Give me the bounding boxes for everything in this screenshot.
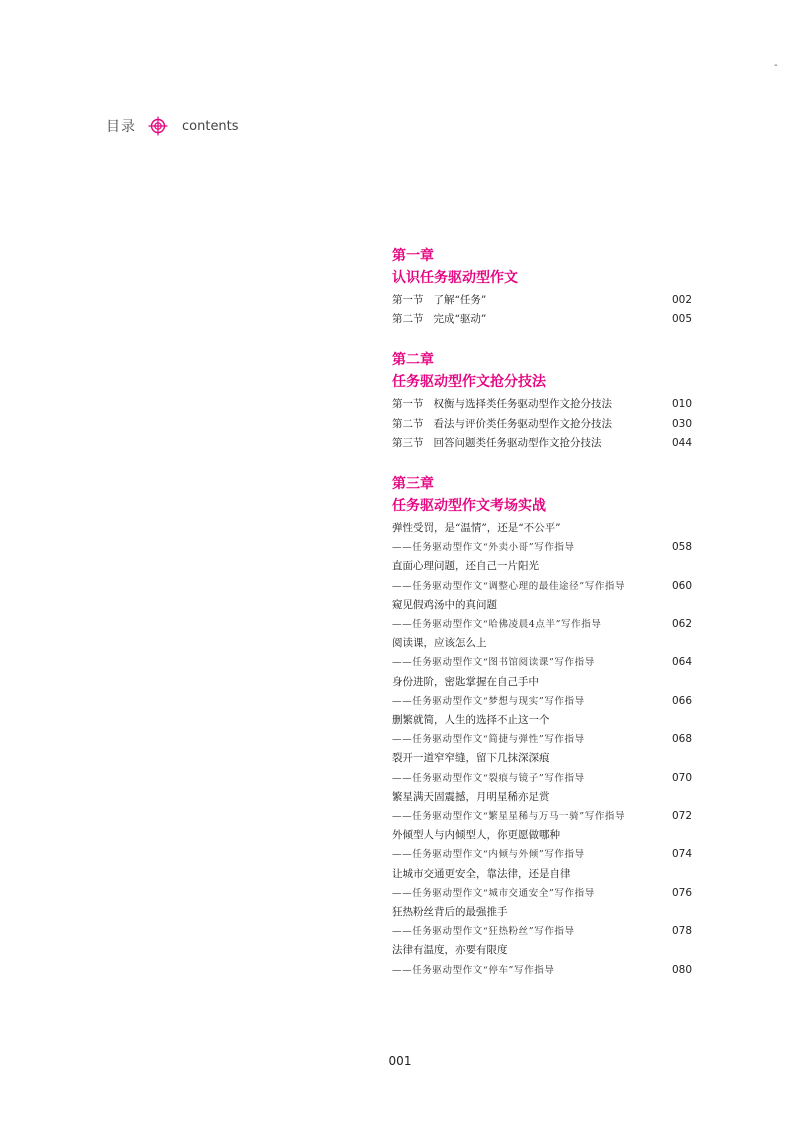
page-number: 002 xyxy=(671,294,692,306)
section-title: 完成“驱动” xyxy=(433,313,487,326)
page-number: 074 xyxy=(671,848,692,861)
essay-topic[interactable]: 外倾型人与内倾型人，你更愿做哪种 xyxy=(392,829,560,842)
page-number: 062 xyxy=(671,618,692,631)
essay-guide: ——任务驱动型作文“停车”写作指导 xyxy=(392,964,555,976)
essay-topic[interactable]: 裂开一道窄窄缝，留下几抹深深痕 xyxy=(392,752,550,765)
toc-entry[interactable] xyxy=(392,845,692,864)
section-title: 了解“任务” xyxy=(433,294,487,306)
toc-entry[interactable] xyxy=(392,730,692,749)
toc-entry[interactable] xyxy=(392,538,692,557)
essay-topic[interactable]: 删繁就简，人生的选择不止这一个 xyxy=(392,714,550,727)
essay-topic[interactable]: 让城市交通更安全，靠法律，还是自律 xyxy=(392,867,571,880)
section-number: 第二节 xyxy=(392,313,424,326)
page-number: 072 xyxy=(671,810,692,823)
section-label xyxy=(392,291,486,310)
section-title: 权衡与选择类任务驱动型作文抢分技法 xyxy=(433,398,612,411)
essay-topic[interactable]: 狂热粉丝背后的最强推手 xyxy=(392,906,508,919)
toc-entry[interactable] xyxy=(392,291,692,310)
page-number: 058 xyxy=(671,541,692,554)
page-number: 064 xyxy=(671,656,692,669)
chapter-number: 第三章 xyxy=(392,476,434,493)
page-number: 060 xyxy=(671,579,692,592)
toc-entry[interactable] xyxy=(392,434,692,453)
essay-guide: ——任务驱动型作文“哈佛凌晨4点半”写作指导 xyxy=(392,619,602,631)
chapter-title: 认识任务驱动型作文 xyxy=(392,270,518,286)
chapter-title: 任务驱动型作文抢分技法 xyxy=(392,374,546,391)
essay-topic[interactable]: 直面心理问题，还自己一片阳光 xyxy=(392,560,539,573)
page-number: 078 xyxy=(671,925,692,938)
page-number: 066 xyxy=(671,694,692,707)
toc-entry[interactable] xyxy=(392,769,692,788)
essay-guide: ——任务驱动型作文“繁星星稀与万马一骑”写作指导 xyxy=(392,811,626,823)
essay-guide: ——任务驱动型作文“城市交通安全”写作指导 xyxy=(392,887,595,899)
chapter-1 xyxy=(392,245,692,329)
page-number: 080 xyxy=(671,963,692,976)
section-number: 第一节 xyxy=(392,398,424,411)
toc-entry[interactable] xyxy=(392,692,692,711)
section-title: 看法与评价类任务驱动型作文抢分技法 xyxy=(433,417,612,430)
essay-guide: ——任务驱动型作文“内倾与外倾”写作指导 xyxy=(392,849,585,861)
page-number: 076 xyxy=(671,886,692,899)
essay-guide: ——任务驱动型作文“调整心理的最佳途径”写作指导 xyxy=(392,580,626,592)
essay-guide: ——任务驱动型作文“梦想与现实”写作指导 xyxy=(392,695,585,707)
essay-topic[interactable]: 身份进阶，密匙掌握在自己手中 xyxy=(392,675,539,688)
chapter-2 xyxy=(392,349,692,453)
toc-entry[interactable] xyxy=(392,310,692,329)
section-label xyxy=(392,395,612,414)
crosshair-icon xyxy=(148,116,168,136)
essay-guide: ——任务驱动型作文“狂热粉丝”写作指导 xyxy=(392,926,575,938)
essay-topic[interactable]: 法律有温度，亦要有限度 xyxy=(392,944,508,957)
toc-entry[interactable] xyxy=(392,395,692,414)
table-of-contents xyxy=(392,245,692,1000)
page-number: 044 xyxy=(671,436,692,449)
toc-entry[interactable] xyxy=(392,961,692,980)
chapter-3 xyxy=(392,473,692,980)
essay-topic[interactable]: 窥见假鸡汤中的真问题 xyxy=(392,598,497,611)
page-number: 030 xyxy=(671,417,692,430)
essay-guide: ——任务驱动型作文“外卖小哥”写作指导 xyxy=(392,542,575,554)
chapter-number: 第一章 xyxy=(392,248,434,264)
section-number: 第一节 xyxy=(392,294,424,306)
essay-guide: ——任务驱动型作文“简捷与弹性”写作指导 xyxy=(392,734,585,746)
page-number-footer: 001 xyxy=(388,1054,412,1068)
toc-header xyxy=(106,116,239,136)
toc-entry[interactable] xyxy=(392,577,692,596)
essay-topic[interactable]: 弹性受罚，是“温情”，还是“不公平” xyxy=(392,522,561,535)
toc-entry[interactable] xyxy=(392,615,692,634)
section-number: 第三节 xyxy=(392,436,424,449)
toc-entry[interactable] xyxy=(392,653,692,672)
chapter-title: 任务驱动型作文考场实战 xyxy=(392,498,546,515)
page-number: 005 xyxy=(671,313,692,326)
header-title-en: contents xyxy=(182,118,239,134)
section-label xyxy=(392,310,486,329)
toc-entry[interactable] xyxy=(392,415,692,434)
header-title-cn: 目录 xyxy=(106,119,136,135)
section-label xyxy=(392,415,612,434)
section-label xyxy=(392,434,602,453)
essay-guide: ——任务驱动型作文“裂痕与镜子”写作指导 xyxy=(392,772,585,784)
page-number: 068 xyxy=(671,733,692,746)
chapter-number: 第二章 xyxy=(392,352,434,369)
essay-topic[interactable]: 阅读课，应该怎么上 xyxy=(392,637,487,650)
section-title: 回答问题类任务驱动型作文抢分技法 xyxy=(433,436,602,449)
essay-guide: ——任务驱动型作文“图书馆阅读课”写作指导 xyxy=(392,657,595,669)
section-number: 第二节 xyxy=(392,417,424,430)
page-number: 070 xyxy=(671,771,692,784)
essay-topic[interactable]: 繁星满天固震撼，月明星稀亦足赏 xyxy=(392,790,550,803)
corner-mark: - xyxy=(774,60,778,71)
toc-entry[interactable] xyxy=(392,884,692,903)
page-number: 010 xyxy=(671,398,692,411)
toc-entry[interactable] xyxy=(392,922,692,941)
toc-entry[interactable] xyxy=(392,807,692,826)
